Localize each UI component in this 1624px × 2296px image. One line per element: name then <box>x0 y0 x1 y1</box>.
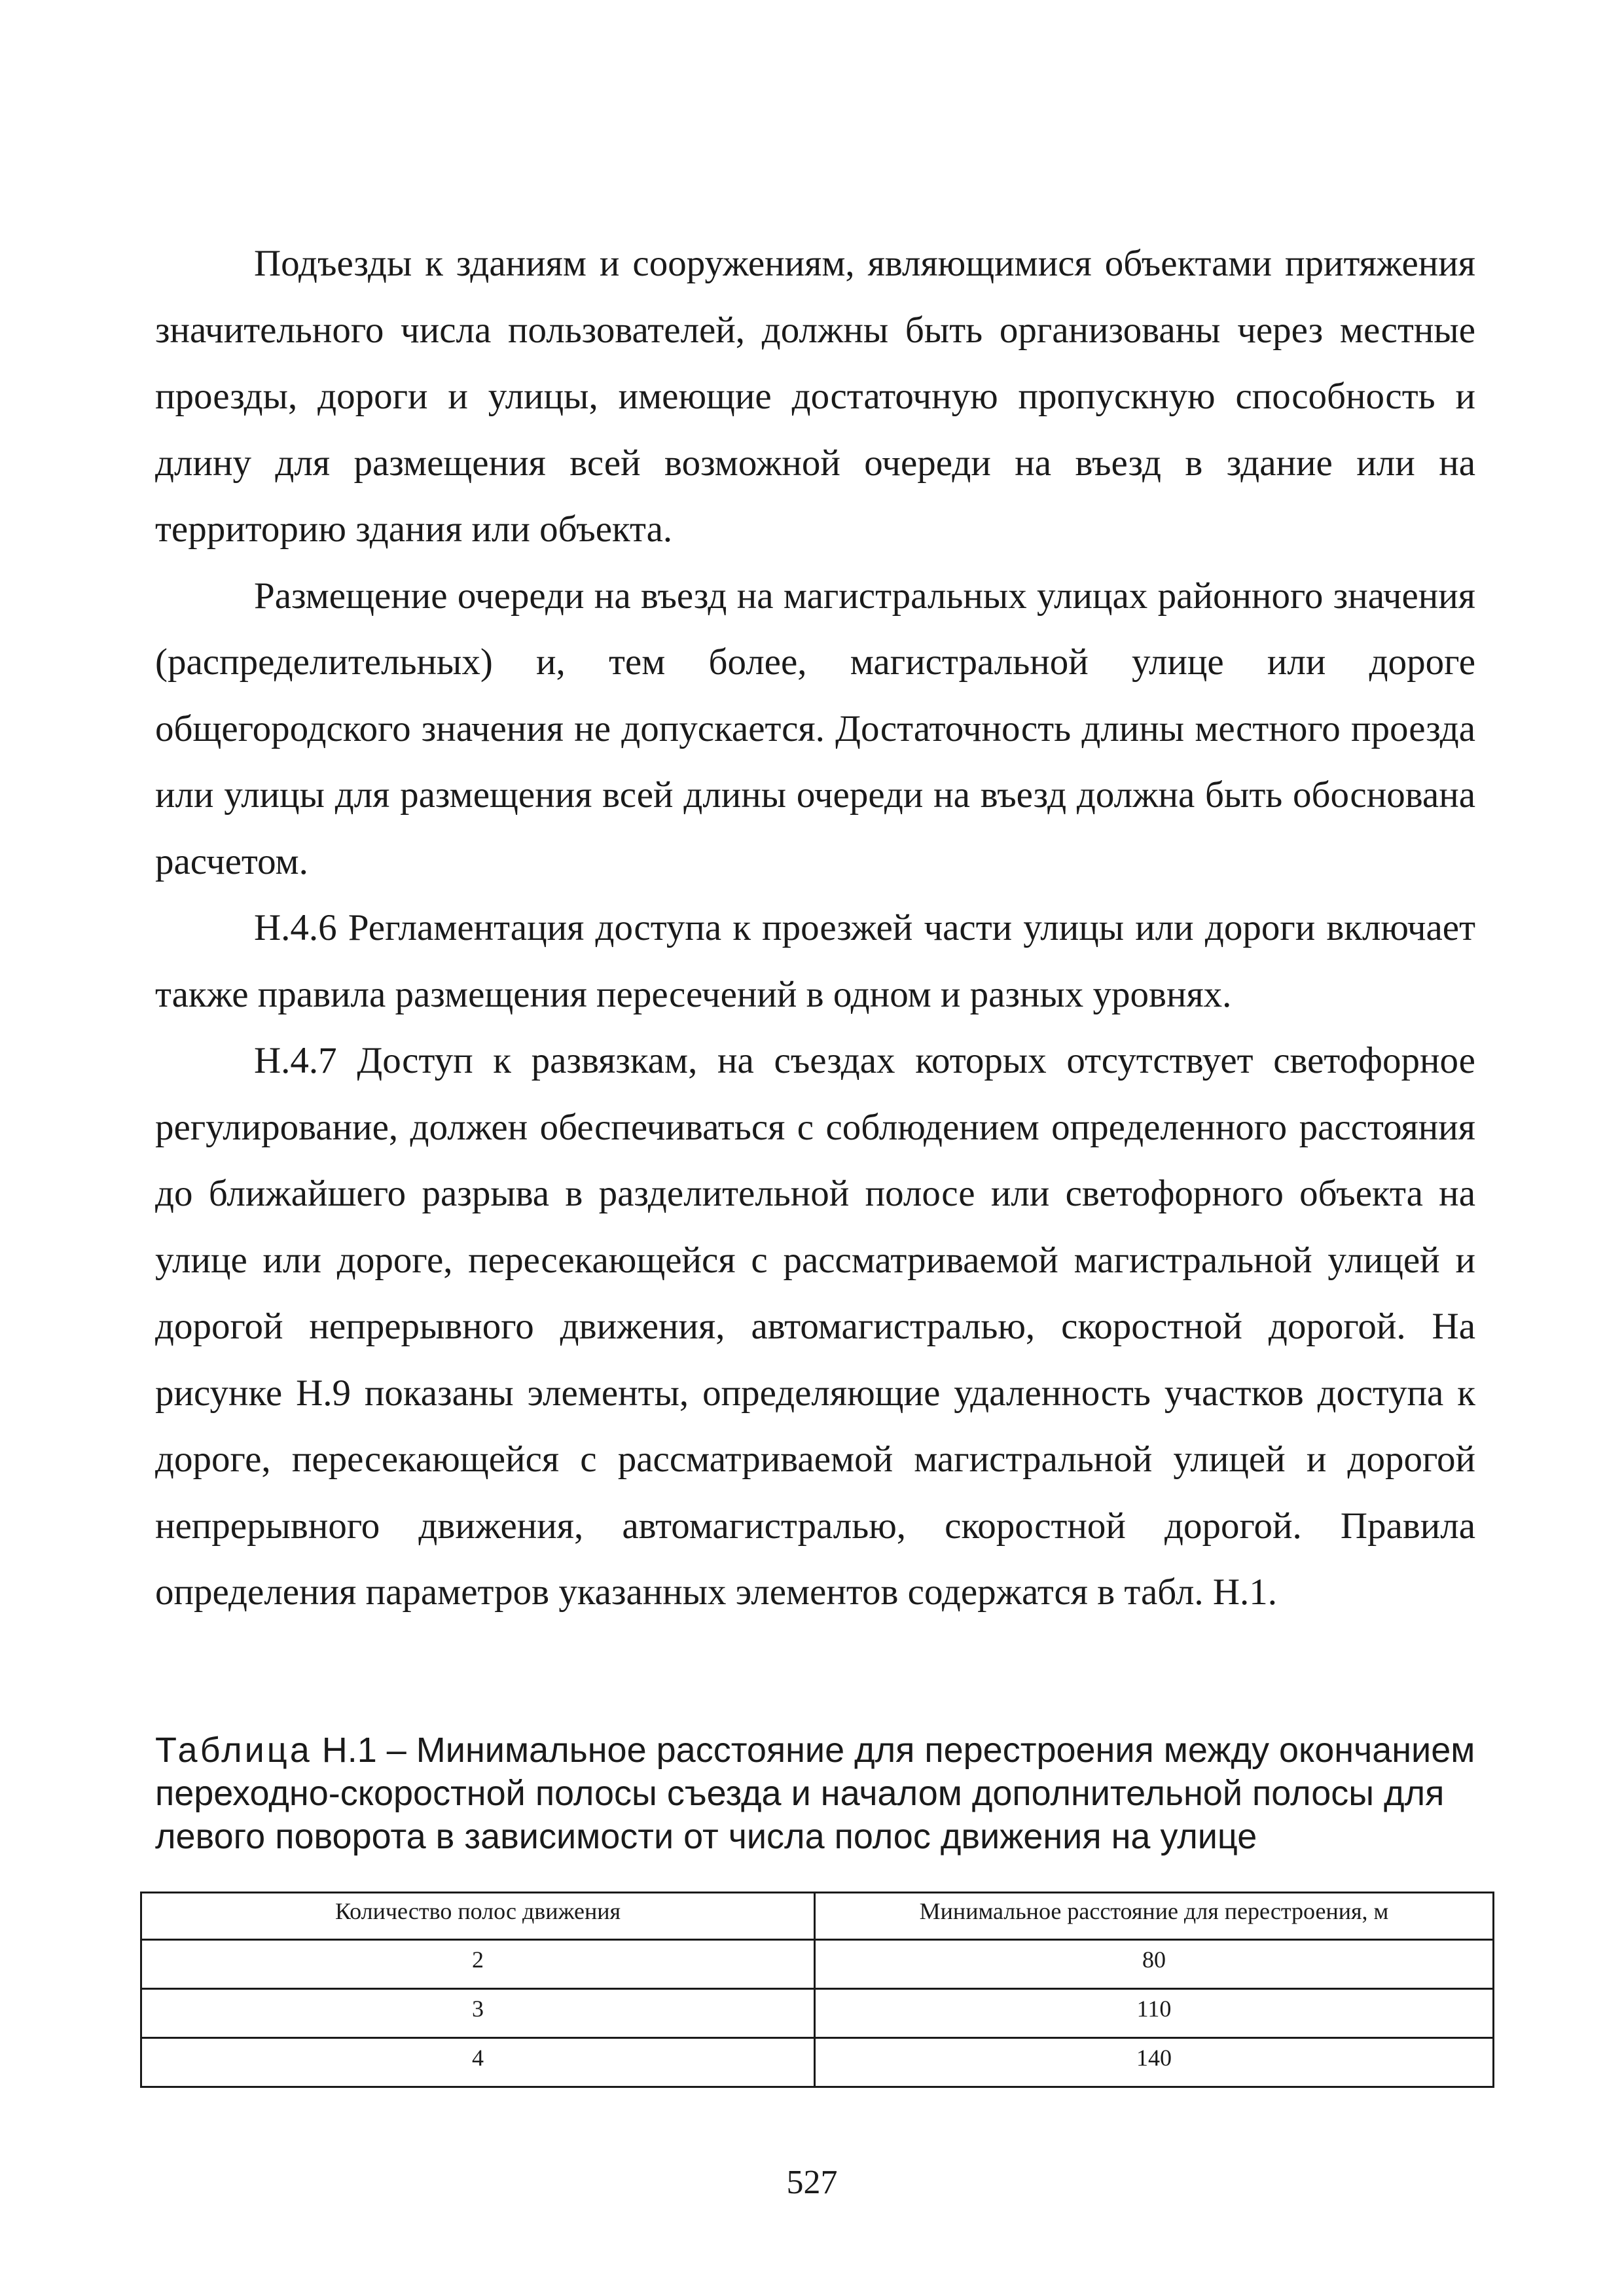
cell-lane-count: 2 <box>141 1940 815 1989</box>
header-lane-count: Количество полос движения <box>141 1893 815 1940</box>
table-row <box>141 1940 1494 1989</box>
table-row <box>141 1989 1494 2038</box>
cell-lane-count: 4 <box>141 2038 815 2087</box>
cell-min-distance: 110 <box>815 1989 1494 2038</box>
cell-min-distance: 140 <box>815 2038 1494 2087</box>
header-min-distance: Минимальное расстояние для перестроения, м <box>815 1893 1494 1940</box>
table-header-row <box>141 1893 1494 1940</box>
paragraph-n-4-6: Н.4.6 Регламентация доступа к проезжей части улицы или дороги включает также правила размещения пересечений в одном и разных уровнях. <box>155 907 1475 1015</box>
page-number: 527 <box>786 2164 838 2201</box>
table-caption-label: Таблица <box>155 1731 312 1770</box>
cell-min-distance: 80 <box>815 1940 1494 1989</box>
distance-table <box>140 1892 1494 2088</box>
table-caption <box>155 1729 1490 1858</box>
paragraph-access-roads: Подъезды к зданиям и сооружениям, являющимися объектами притяжения значительного числа пользователей, должны быть организованы через местные проезды, дороги и улицы, имеющие достаточную пропускную способность и длину для размещения всей возможной очереди на въезд в здание или на территорию здания или объекта. <box>155 243 1475 550</box>
table-caption-text: Н.1 – Минимальное расстояние для перестроения между окончанием переходно-скоростной полосы съезда и началом дополнительной полосы для левого поворота в зависимости от числа полос движения на улице <box>155 1731 1475 1856</box>
table-row <box>141 2038 1494 2087</box>
paragraph-queue-placement: Размещение очереди на въезд на магистральных улицах районного значения (распределительных) и, тем более, магистральной улице или дороге общегородского значения не допускается. Достаточность длины местного проезда или улицы для размещения всей длины очереди на въезд должна быть обоснована расчетом. <box>155 575 1475 882</box>
paragraph-n-4-7: Н.4.7 Доступ к развязкам, на съездах которых отсутствует светофорное регулирование, должен обеспечиваться с соблюдением определенного расстояния до ближайшего разрыва в разделительной полосе или светофорного объекта на улице или дороге, пересекающейся с рассматриваемой магистральной улицей и дорогой непрерывного движения, автомагистралью, скоростной дорогой. На рисунке Н.9 показаны элементы, определяющие удаленность участков доступа к дороге, пересекающейся с рассматриваемой магистральной улицей и дорогой непрерывного движения, автомагистралью, скоростной дорогой. Правила определения параметров указанных элементов содержатся в табл. Н.1. <box>155 1040 1475 1613</box>
cell-lane-count: 3 <box>141 1989 815 2038</box>
document-body <box>155 230 1475 1626</box>
